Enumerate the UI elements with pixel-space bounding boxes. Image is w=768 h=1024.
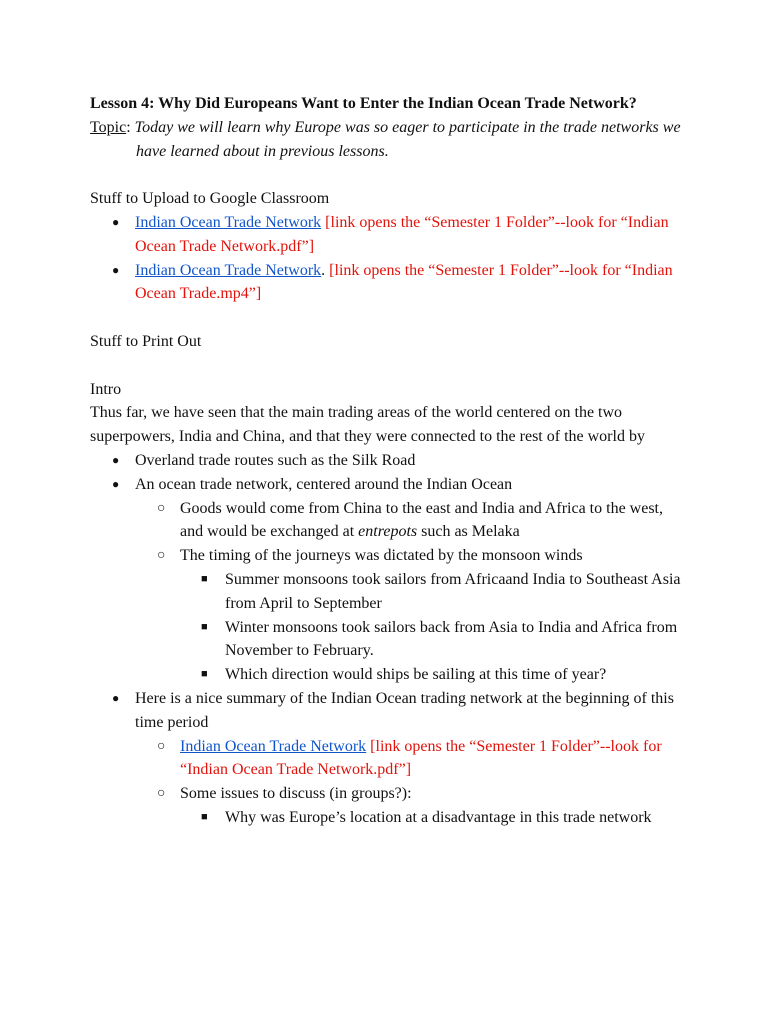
bullet-disc-icon: ● — [112, 476, 120, 491]
monsoon-item-text: Winter monsoons took sailors back from Asia to India and Africa from November to February. — [225, 618, 678, 660]
intro-item-text: Overland trade routes such as the Silk Road — [135, 451, 416, 469]
monsoon-item — [180, 616, 690, 664]
upload-item — [90, 259, 690, 307]
bullet-disc-icon: ● — [112, 690, 120, 705]
bullet-circle-icon: ○ — [157, 738, 166, 754]
bullet-square-icon: ■ — [201, 810, 208, 823]
document-page — [90, 92, 690, 830]
bullet-circle-icon: ○ — [157, 548, 166, 564]
upload-note-pdf: [link opens the “Semester 1 Folder”--look for “Indian Ocean Trade Network.pdf”] — [135, 213, 669, 255]
topic-line — [90, 116, 690, 164]
intro-item-text: An ocean trade network, centered around the Indian Ocean — [135, 475, 513, 493]
intro-subitem — [135, 782, 690, 830]
summary-link[interactable]: Indian Ocean Trade Network — [180, 737, 367, 755]
intro-list — [90, 449, 690, 830]
subitem-text: Some issues to discuss (in groups?): — [180, 785, 412, 803]
bullet-disc-icon: ● — [112, 214, 120, 229]
upload-heading: Stuff to Upload to Google Classroom — [90, 190, 330, 208]
print-heading: Stuff to Print Out — [90, 332, 202, 350]
blank-line — [90, 163, 690, 187]
discussion-item — [180, 806, 690, 830]
monsoon-list — [180, 568, 690, 687]
subitem-text-post: such as Melaka — [417, 523, 520, 541]
monsoon-item — [180, 663, 690, 687]
subitem-text-pre: Goods would come from China to the east and India and Africa to the west, and would be exchanged at — [180, 499, 663, 541]
bullet-square-icon: ■ — [201, 572, 208, 585]
upload-link-video[interactable]: Indian Ocean Trade Network — [135, 261, 322, 279]
intro-heading: Intro — [90, 380, 122, 398]
subitem-text: The timing of the journeys was dictated by the monsoon winds — [180, 547, 583, 565]
bullet-disc-icon: ● — [112, 262, 120, 277]
intro-item-text: Here is a nice summary of the Indian Ocean trading network at the beginning of this time period — [135, 689, 674, 731]
intro-subitem — [135, 497, 690, 545]
bullet-circle-icon: ○ — [157, 500, 166, 516]
intro-subitem — [135, 735, 690, 783]
intro-item — [90, 687, 690, 830]
blank-line — [90, 354, 690, 378]
topic-text: Today we will learn why Europe was so eager to participate in the trade networks we have learned about in previous lessons. — [134, 118, 681, 160]
bullet-square-icon: ■ — [201, 620, 208, 633]
intro-subitem — [135, 544, 690, 687]
topic-label: Topic — [90, 118, 127, 136]
intro-sublist — [135, 735, 690, 830]
lesson-title: Lesson 4: Why Did Europeans Want to Enter the Indian Ocean Trade Network? — [90, 95, 637, 112]
intro-item — [90, 473, 690, 687]
topic-colon: : — [126, 118, 131, 136]
monsoon-item-text: Which direction would ships be sailing at this time of year? — [225, 666, 607, 684]
subitem-text-emphasis: entrepots — [358, 523, 418, 541]
upload-link-separator: . — [321, 261, 330, 279]
monsoon-item-text: Summer monsoons took sailors from Africaand India to Southeast Asia from April to September — [225, 570, 681, 612]
upload-link-pdf[interactable]: Indian Ocean Trade Network — [135, 213, 322, 231]
upload-item — [90, 211, 690, 259]
upload-list — [90, 211, 690, 306]
discussion-list — [180, 806, 690, 830]
bullet-square-icon: ■ — [201, 668, 208, 681]
intro-paragraph: Thus far, we have seen that the main trading areas of the world centered on the two superpowers, India and China, and that they were connected to the rest of the world by — [90, 404, 645, 446]
bullet-disc-icon: ● — [112, 452, 120, 467]
discussion-item-text: Why was Europe’s location at a disadvantage in this trade network — [225, 808, 652, 826]
bullet-circle-icon: ○ — [157, 786, 166, 802]
upload-note-video: [link opens the “Semester 1 Folder”--look for “Indian Ocean Trade.mp4”] — [135, 261, 673, 303]
intro-item — [90, 449, 690, 473]
intro-sublist — [135, 497, 690, 687]
blank-line — [90, 306, 690, 330]
monsoon-item — [180, 568, 690, 616]
summary-link-note: [link opens the “Semester 1 Folder”--look for “Indian Ocean Trade Network.pdf”] — [180, 737, 662, 779]
